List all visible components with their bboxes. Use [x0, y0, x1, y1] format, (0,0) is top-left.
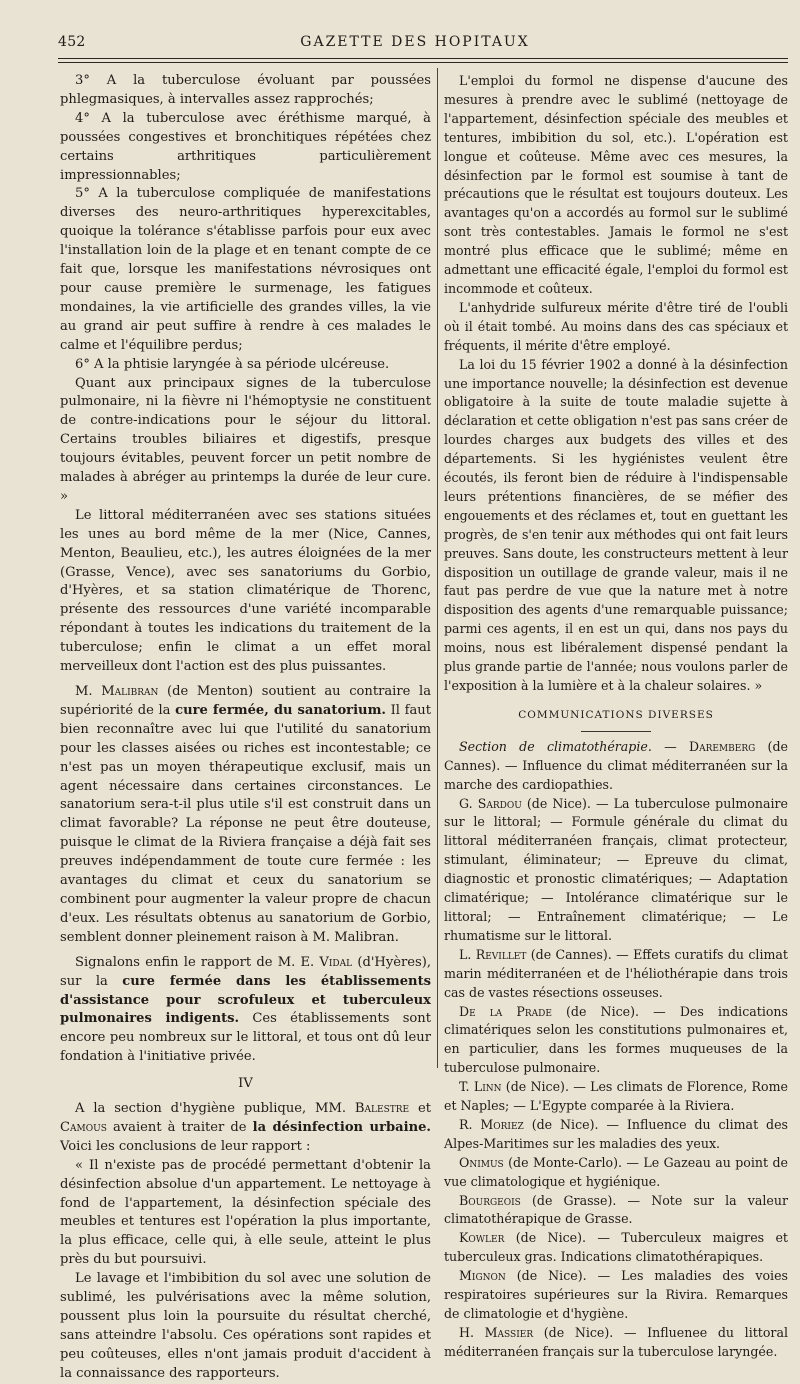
paragraph: Le lavage et l'imbibition du sol avec une solution de sublimé, les pulvérisations avec la même solution, poussent plus loin la poursuite du résultat cherché, sans atteindre l'absolu. Ces opérations sont rapides et peu coûteuses, elles n'ont jamais produit d'accident à la connaissance des rapporteurs. [60, 1271, 431, 1381]
paragraph: 4° A la tuberculose avec éréthisme marqué, à poussées congestives et bronchitiques répétées chez certains arthritiques particulièrement impressionnables; [60, 110, 431, 183]
author-name: Balestre [354, 1101, 410, 1117]
paragraph: Quant aux principaux signes de la tuberculose pulmonaire, ni la fièvre ni l'hémoptysie ne constituent de contre-indications pour le séjour du littoral. Certains troubles biliaires et digestifs, presque toujours évitables, peuvent forcer un petit nombre de malades à abréger au printemps la durée de leur cure. » [60, 375, 431, 504]
column-divider [437, 68, 438, 1068]
section-label: Section de climatothérapie. [459, 738, 652, 754]
page-header [58, 34, 772, 54]
author-name: L. Revillet [459, 946, 527, 962]
communication-item: L. Revillet (de Cannes). — Effets curatifs du climat marin méditerranéen et de l'héliothérapie dans trois cas de vastes résections osseuses. [444, 946, 788, 1000]
emphasis: cure fermée, du sanatorium. [175, 702, 386, 718]
author-name: Mignon [459, 1268, 506, 1284]
section-heading: IV [238, 1076, 253, 1092]
right-column [444, 72, 788, 1362]
communication-item: H. Massier (de Nice). — Influenee du littoral méditerranéen français sur la tuberculose laryngée. [444, 1324, 788, 1359]
emphasis: cure fermée dans les établissements d'assistance pour scrofuleux et tuberculeux pulmonaires indigents. [60, 973, 431, 1027]
paragraph: La loi du 15 février 1902 a donné à la désinfection une importance nouvelle; la désinfection est devenue obligatoire à la suite de toute maladie sujette à déclaration et cette obligation n'est pas sans créer de lourdes charges aux budgets des villes et des départements. Si les hygiénistes veulent être écoutés, ils feront bien de réduire à l'indispensable leurs prétentions financières, de se méfier des engouements et des réclames et, tout en guettant les progrès, de s'en tenir aux méthodes qui ont fait leurs preuves. Sans doute, les constructeurs mettent à leur disposition un outillage de grande valeur, mais il ne faut pas perdre de vue que la nature met à notre disposition des agents d'une remarquable puissance; parmi ces agents, il en est un qui, dans nos pays du moins, nous est libéralement dispensé pendant la plus grande partie de l'année; nous voulons parler de l'exposition à la lumière et à la chaleur solaires. » [444, 356, 788, 693]
communication-item: T. Linn (de Nice). — Les climats de Florence, Rome et Naples; — L'Egypte comparée à la Riviera. [444, 1079, 788, 1114]
paragraph: A la section d'hygiène publique, MM. Balestre et Camous avaient à traiter de la désinfection urbaine. Voici les conclusions de leur rapport : [60, 1101, 431, 1154]
communication-item: G. Sardou (de Nice). — La tuberculose pulmonaire sur le littoral; — Formule générale du climat du littoral méditerranéen français, climat protecteur, stimulant, éliminateur; — Epreuve du climat, diagnostic et pronostic climatériques; — Adaptation climatérique; — Intolérance climatérique sur le littoral; — Entraînement climatérique; — Le rhumatisme sur le littoral. [444, 795, 788, 943]
author-name: G. Sardou [459, 795, 522, 811]
emphasis: la désinfection urbaine. [252, 1119, 431, 1135]
communications-heading: COMMUNICATIONS DIVERSES [518, 708, 714, 721]
communication-item: Section de climatothérapie. — Daremberg (de Cannes). — Influence du climat méditerranéen sur la marche des cardiopathies. [444, 738, 788, 792]
author-name: H. Massier [459, 1324, 534, 1340]
author-name: Camous [60, 1119, 107, 1135]
author-name: Bourgeois [459, 1192, 521, 1208]
communication-item: R. Moriez (de Nice). — Influence du climat des Alpes-Maritimes sur les maladies des yeux. [444, 1116, 788, 1151]
paragraph: 5° A la tuberculose compliquée de manifestations diverses des neuro-arthritiques hyperexcitables, quoique la tolérance s'établisse parfois pour eux avec l'installation loin de la plage et en tenant compte de ce fait que, lorsque les manifestations névrosiques ont pour cause première le surmenage, les fatigues mondaines, la vie artificielle des grandes villes, la vie au grand air peut suffire à rendre à ces malades le calme et l'équilibre perdus; [60, 186, 431, 353]
author-name: Onimus [459, 1154, 504, 1170]
header-rule [58, 58, 788, 59]
paragraph: M. Malibran (de Menton) soutient au contraire la supériorité de la cure fermée, du sanatorium. Il faut bien reconnaître avec lui que l'utilité du sanatorium pour les classes aisées ou riches est incontestable; ce n'est pas un moyen thérapeutique exclusif, mais un agent nécessaire dans certaines circonstances. Le sanatorium sera-t-il plus utile s'il est construit dans un climat favorable? La réponse ne peut être douteuse, puisque le climat de la Riviera française a déjà fait ses preuves indépendamment de toute cure fermée : les avantages du climat et ceux du sanatorium se combinent pour augmenter la valeur propre de chacun d'eux. Les résultats obtenus au sanatorium de Gorbio, semblent donner pleinement raison à M. Malibran. [60, 684, 431, 945]
paragraph: 3° A la tuberculose évoluant par poussées phlegmasiques, à intervalles assez rapprochés; [60, 73, 431, 107]
paragraph: Signalons enfin le rapport de M. E. Vidal (d'Hyères), sur la cure fermée dans les établissements d'assistance pour scrofuleux et tuberculeux pulmonaires indigents. Ces établissements sont encore peu nombreux sur le littoral, et tous ont dû leur fondation à l'initiative privée. [60, 954, 431, 1065]
paragraph: Le littoral méditerranéen avec ses stations situées les unes au bord même de la mer (Nice, Cannes, Menton, Beaulieu, etc.), les autres éloignées de la mer (Grasse, Vence), avec ses sanatoriums du Gorbio, d'Hyères, et sa station climatérique de Thorenc, présente des ressources d'une variété incomparable répondant à toutes les indications du traitement de la tuberculose; enfin le climat a un effet moral merveilleux dont l'action est des plus puissantes. [60, 507, 431, 675]
author-name: Kowler [459, 1230, 505, 1246]
paragraph: L'emploi du formol ne dispense d'aucune des mesures à prendre avec le sublimé (nettoyage de l'appartement, désinfection spéciale des meubles et tentures, imbibition du sol, etc.). L'opération est longue et coûteuse. Même avec ces mesures, la désinfection par le formol est soumise à tant de précautions que le résultat est toujours douteux. Les avantages qu'on a accordés au formol sur le sublimé sont très contestables. Jamais le formol ne s'est montré plus efficace que le sublimé; même en admettant une efficacité égale, l'emploi du formol est incommode et coûteux. [444, 73, 788, 296]
header-rule-double [58, 62, 788, 63]
paragraph: 6° A la phtisie laryngée à sa période ulcéreuse. [75, 356, 390, 372]
paragraph: L'anhydride sulfureux mérite d'être tiré de l'oubli où il était tombé. Au moins dans des cas spéciaux et fréquents, il mérite d'être employé. [444, 299, 788, 353]
author-name: Vidal [319, 954, 353, 970]
author-name: T. Linn [459, 1079, 502, 1095]
author-name: De la Prade [459, 1003, 552, 1019]
communication-item: Kowler (de Nice). — Tuberculeux maigres et tuberculeux gras. Indications climatothérapiques. [444, 1230, 788, 1265]
author-name: M. Malibran [75, 684, 159, 699]
communication-item: De la Prade (de Nice). — Des indications climatériques selon les constitutions pulmonaires et, en particulier, dans les formes muqueuses de la tuberculose pulmonaire. [444, 1003, 788, 1076]
journal-title: GAZETTE DES HOPITAUX [300, 34, 530, 50]
left-column [60, 72, 431, 1384]
heading-rule [581, 731, 651, 732]
author-name: Daremberg [688, 738, 756, 754]
page-number: 452 [58, 34, 86, 50]
communication-item: Bourgeois (de Grasse). — Note sur la valeur climatothérapique de Grasse. [444, 1192, 788, 1227]
paragraph: « Il n'existe pas de procédé permettant d'obtenir la désinfection absolue d'un appartement. Le nettoyage à fond de l'appartement, la désinfection spéciale des meubles et tentures est l'opération la plus importante, la plus efficace, celle qui, à elle seule, atteint le plus près du but poursuivi. [60, 1157, 431, 1268]
author-name: R. Moriez [459, 1116, 524, 1132]
communication-item: Onimus (de Monte-Carlo). — Le Gazeau au point de vue climatologique et hygiénique. [444, 1154, 788, 1189]
communication-item: Mignon (de Nice). — Les maladies des voies respiratoires supérieures sur la Rivira. Remarques de climatologie et d'hygiène. [444, 1268, 788, 1321]
